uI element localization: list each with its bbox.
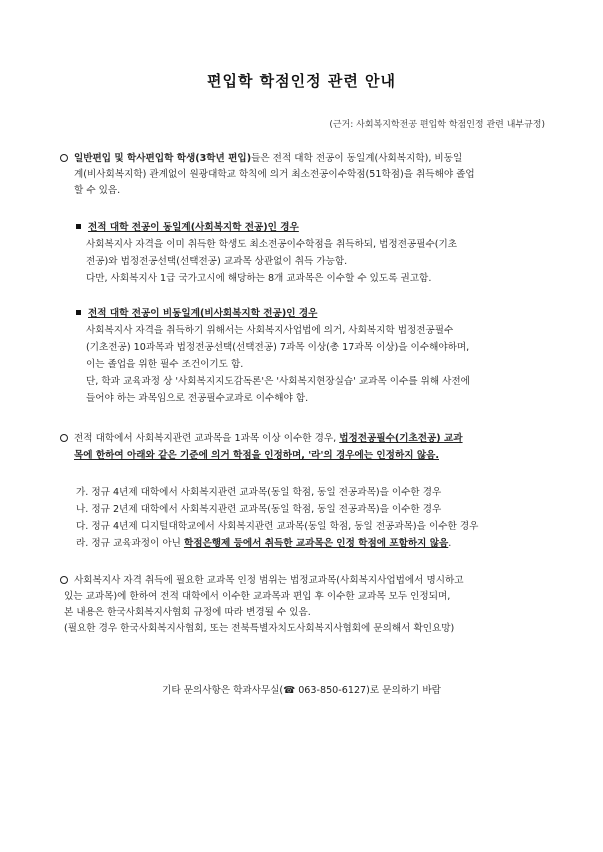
sub2-line3: 이는 졸업을 위한 필수 조건이기도 함. <box>86 359 244 370</box>
list-item-da: 다. 정규 4년제 디지털대학교에서 사회복지관련 교과목(동일 학점, 동일 전공과목)을 이수한 경우 <box>76 521 479 532</box>
sub1-line2: 전공)와 법정전공선택(선택전공) 교과목 상관없이 취득 가능함. <box>86 256 348 267</box>
sub2-line5: 들어야 하는 과목임으로 전공필수교과로 이수해야 함. <box>86 393 309 404</box>
page-title: 편입학 학점인정 관련 안내 <box>206 72 397 90</box>
sub2-line4: 단, 학과 교육과정 상 '사회복지지도감독론'은 '사회복지현장실습' 교과목 이수를 위해 사전에 <box>86 376 470 387</box>
contact-footer: 기타 문의사항은 학과사무실(☎ 063-850-6127)로 문의하기 바람 <box>162 685 441 696</box>
sub1-line1: 사회복지사 자격을 이미 취득한 학생도 최소전공이수학점을 취득하되, 법정전공필수(기초 <box>86 239 458 250</box>
section1-line1: 일반편입 및 학사편입학 학생(3학년 편입)들은 전적 대학 전공이 동일계(사회복지학), 비동일 <box>60 152 462 165</box>
sub2-heading: 전적 대학 전공이 비동일계(비사회복지학 전공)인 경우 <box>76 307 317 320</box>
square-bullet-icon <box>76 310 81 315</box>
list-item-ga: 가. 정규 4년제 대학에서 사회복지관련 교과목(동일 학점, 동일 전공과목)을 이수한 경우 <box>76 487 442 498</box>
section2-line1: 전적 대학에서 사회복지관련 교과목을 1과목 이상 이수한 경우, 법정전공필수(기초전공) 교과 <box>60 432 463 445</box>
section3-line1: 사회복지사 자격 취득에 필요한 교과목 인정 범위는 법정교과목(사회복지사업법에서 명시하고 <box>60 574 464 587</box>
circle-bullet-icon <box>60 154 68 162</box>
list-item-ra: 라. 정규 교육과정이 아닌 학점은행제 등에서 취득한 교과목은 인정 학점에 포함하지 않음. <box>76 538 452 549</box>
list-item-na: 나. 정규 2년제 대학에서 사회복지관련 교과목(동일 학점, 동일 전공과목)을 이수한 경우 <box>76 504 442 515</box>
section3-line4: (필요한 경우 한국사회복지사협회, 또는 전북특별자치도사회복지사협회에 문의해서 확인요망) <box>64 623 455 634</box>
section2-line2: 목에 한하여 아래와 같은 기준에 의거 학점을 인정하며, '라'의 경우에는 인정하지 않음. <box>74 450 439 461</box>
sub1-heading: 전적 대학 전공이 동일계(사회복지학 전공)인 경우 <box>76 221 299 234</box>
section3-line2: 있는 교과목)에 한하여 전적 대학에서 이수한 교과목과 편입 후 이수한 교과목 모두 인정되며, <box>64 591 451 602</box>
sub1-line3: 다만, 사회복지사 1급 국가고시에 해당하는 8개 교과목은 이수할 수 있도록 권고함. <box>86 273 432 284</box>
sub2-line2: (기초전공) 10과목과 법정전공선택(선택전공) 7과목 이상(총 17과목 이상)을 이수해야하며, <box>86 342 470 353</box>
square-bullet-icon <box>76 224 81 229</box>
phone-icon: ☎ <box>283 685 296 696</box>
circle-bullet-icon <box>60 434 68 442</box>
circle-bullet-icon <box>60 576 68 584</box>
phone-number: 063-850-6127 <box>295 685 367 696</box>
section1-line2: 계(비사회복지학) 관계없이 원광대학교 학칙에 의거 최소전공이수학점(51학점)을 취득해야 졸업 <box>74 169 475 180</box>
section1-line3: 할 수 있음. <box>74 185 121 196</box>
sub2-line1: 사회복지사 자격을 취득하기 위해서는 사회복지사업법에 의거, 사회복지학 법정전공필수 <box>86 325 454 336</box>
section3-line3: 본 내용은 한국사회복지사협회 규정에 따라 변경될 수 있음. <box>64 607 311 618</box>
basis-note: (근거: 사회복지학전공 편입학 학점인정 관련 내부규정) <box>329 120 545 130</box>
